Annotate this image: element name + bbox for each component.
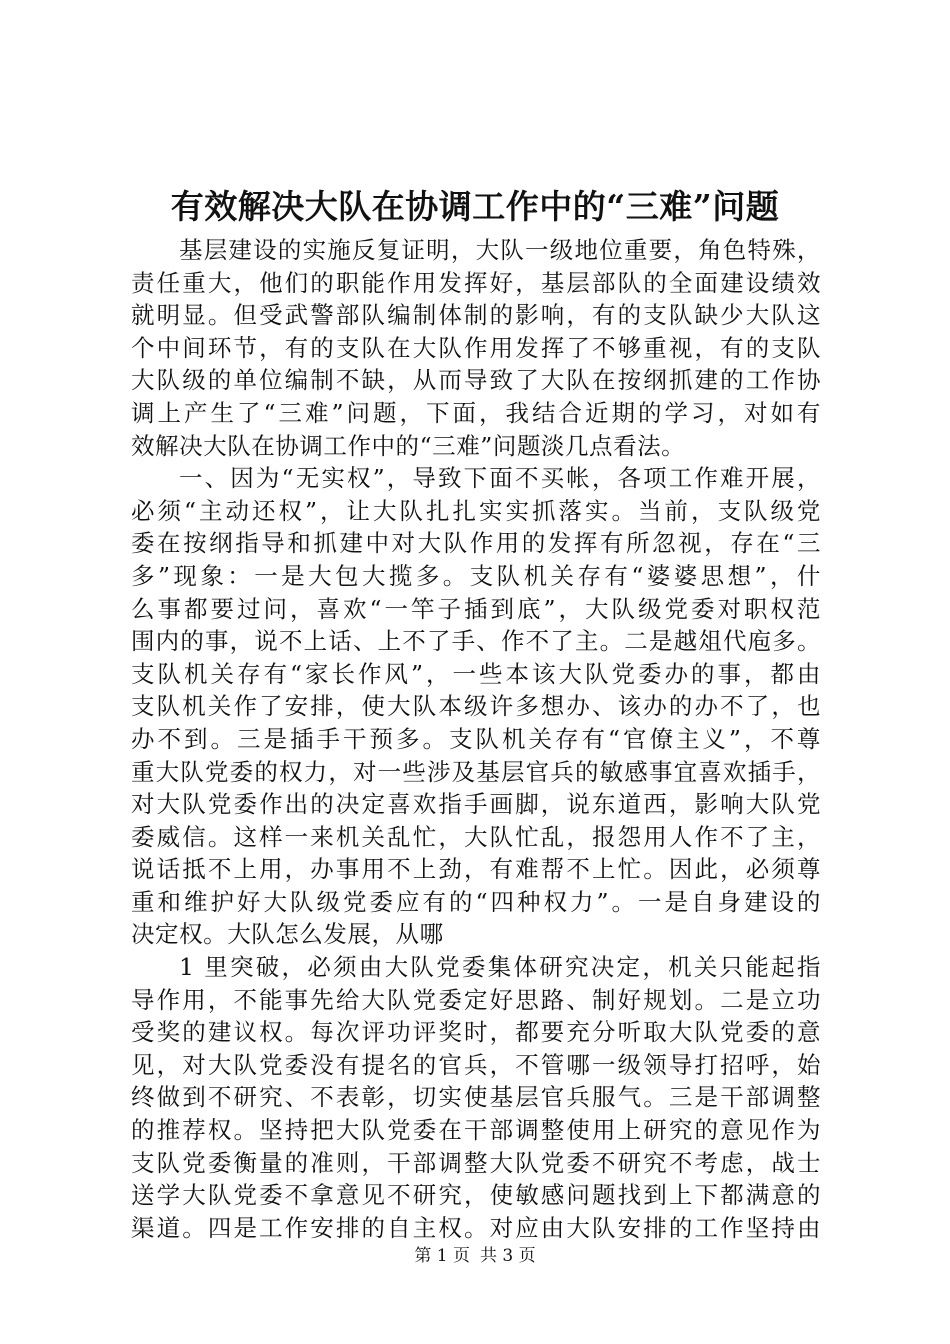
text-line: 支队党委衡量的准则，干部调整大队党委不研究不考虑，战士 xyxy=(131,1148,821,1177)
text-line: 见，对大队党委没有提名的官兵，不管哪一级领导打招呼，始 xyxy=(131,1050,821,1079)
text-line: 个中间环节，有的支队在大队作用发挥了不够重视，有的支队 xyxy=(131,333,821,362)
text-line: 办不到。三是插手干预多。支队机关存有“官僚主义”，不尊 xyxy=(131,724,821,753)
text-line: 就明显。但受武警部队编制体制的影响，有的支队缺少大队这 xyxy=(131,301,821,330)
text-line: 支队机关存有“家长作风”，一些本该大队党委办的事，都由 xyxy=(131,659,821,688)
text-line: 的推荐权。坚持把大队党委在干部调整使用上研究的意见作为 xyxy=(131,1116,821,1145)
page-number: 第 1 页 xyxy=(414,1246,470,1266)
text-line: 决定权。大队怎么发展，从哪 xyxy=(131,920,444,949)
text-line: 支队机关作了安排，使大队本级许多想办、该办的办不了，也 xyxy=(131,692,821,721)
text-line: 一、因为“无实权”，导致下面不买帐，各项工作难开展， xyxy=(179,464,821,493)
text-line: 围内的事，说不上话、上不了手、作不了主。二是越俎代庖多。 xyxy=(131,627,821,656)
text-line: 必须“主动还权”，让大队扎扎实实抓落实。当前，支队级党 xyxy=(131,496,821,525)
text-line: 重和维护好大队级党委应有的“四种权力”。一是自身建设的 xyxy=(131,887,821,916)
text-line: 基层建设的实施反复证明，大队一级地位重要，角色特殊， xyxy=(179,236,821,264)
text-line: 渠道。四是工作安排的自主权。对应由大队安排的工作坚持由 xyxy=(131,1213,821,1242)
text-line: 送学大队党委不拿意见不研究，使敏感问题找到上下都满意的 xyxy=(131,1181,821,1210)
page-footer xyxy=(0,1245,950,1267)
text-line: 调上产生了“三难”问题，下面，我结合近期的学习，对如有 xyxy=(131,398,821,427)
text-line: 说话抵不上用，办事用不上劲，有难帮不上忙。因此，必须尊 xyxy=(131,855,821,884)
text-line: 导作用，不能事先给大队党委定好思路、制好规划。二是立功 xyxy=(131,985,821,1014)
document-title: 有效解决大队在协调工作中的“三难”问题 xyxy=(170,187,780,226)
text-line: 大队级的单位编制不缺，从而导致了大队在按纲抓建的工作协 xyxy=(131,366,821,395)
text-line: 么事都要过问，喜欢“一竿子插到底”，大队级党委对职权范 xyxy=(131,594,821,623)
text-line: 1 里突破，必须由大队党委集体研究决定，机关只能起指 xyxy=(179,953,821,982)
text-line: 对大队党委作出的决定喜欢指手画脚，说东道西，影响大队党 xyxy=(131,790,821,819)
text-line: 受奖的建议权。每次评功评奖时，都要充分听取大队党委的意 xyxy=(131,1018,821,1047)
text-line: 多”现象：一是大包大揽多。支队机关存有“婆婆思想”，什 xyxy=(131,561,821,590)
text-line: 委在按纲指导和抓建中对大队作用的发挥有所忽视，存在“三 xyxy=(131,529,821,558)
text-line: 委威信。这样一来机关乱忙，大队忙乱，报怨用人作不了主， xyxy=(131,822,821,851)
text-line: 责任重大，他们的职能作用发挥好，基层部队的全面建设绩效 xyxy=(131,268,821,297)
page-total: 共 3 页 xyxy=(480,1246,536,1266)
text-line: 重大队党委的权力，对一些涉及基层官兵的敏感事宜喜欢插手， xyxy=(131,757,821,786)
text-line: 效解决大队在协调工作中的“三难”问题淡几点看法。 xyxy=(131,431,686,460)
document-body xyxy=(131,234,821,1244)
text-line: 终做到不研究、不表彰，切实使基层官兵服气。三是干部调整 xyxy=(131,1083,821,1112)
